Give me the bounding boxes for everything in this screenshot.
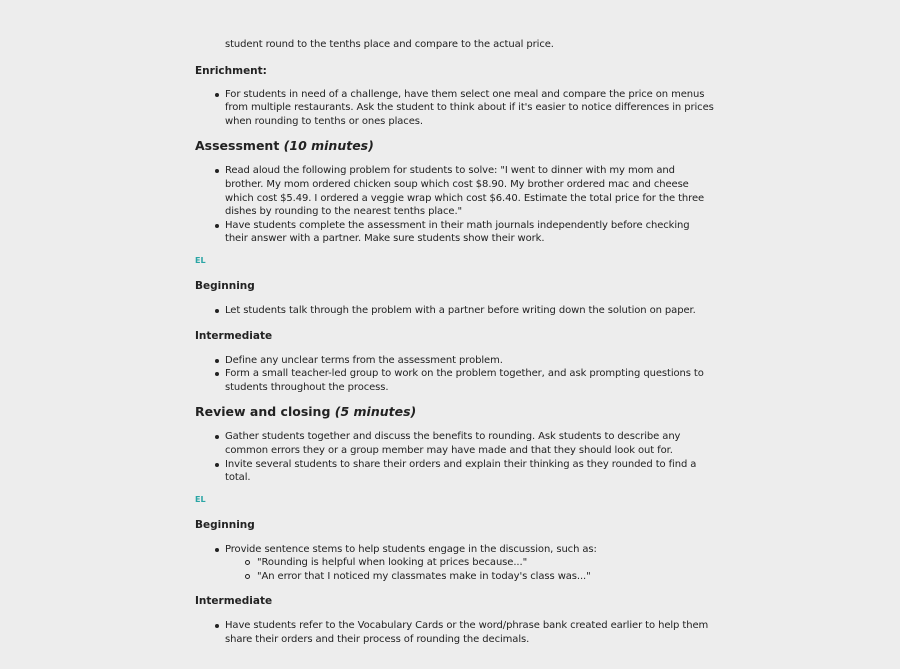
review-list	[195, 430, 715, 484]
assessment-list	[195, 164, 715, 246]
sub-list-item: "An error that I noticed my classmates make in today's class was..."	[245, 570, 715, 584]
beginning-heading: Beginning	[195, 518, 255, 531]
enrichment-list	[195, 88, 715, 129]
list-item: Invite several students to share their orders and explain their thinking as they rounded to find a total.	[215, 458, 715, 485]
assessment-title: Assessment	[195, 138, 280, 154]
list-item: Read aloud the following problem for students to solve: "I went to dinner with my mom and brother. My mom ordered chicken soup which cost $8.90. My brother ordered mac and cheese which cost $5.49. I ordered a veggie wrap which cost $6.40. Estimate the total price for the three dishes by rounding to the nearest tenths place."	[215, 164, 715, 218]
sentence-stems-list	[225, 556, 715, 583]
list-item-text: Provide sentence stems to help students engage in the discussion, such as:	[225, 543, 597, 555]
list-item: Define any unclear terms from the assessment problem.	[215, 354, 715, 368]
assessment-heading	[195, 138, 715, 154]
list-item: Let students talk through the problem with a partner before writing down the solution on paper.	[215, 304, 715, 318]
document-content	[195, 38, 715, 647]
list-item: Have students refer to the Vocabulary Cards or the word/phrase bank created earlier to help them share their orders and their process of rounding the decimals.	[215, 619, 715, 646]
review-intermediate-list	[195, 619, 715, 646]
assessment-beginning-list	[195, 304, 715, 318]
list-item: Form a small teacher-led group to work on the problem together, and ask prompting questions to students throughout the process.	[215, 367, 715, 394]
review-duration: (5 minutes)	[334, 404, 417, 420]
enrichment-heading: Enrichment:	[195, 64, 267, 77]
intermediate-heading: Intermediate	[195, 595, 273, 608]
review-title: Review and closing	[195, 404, 331, 420]
assessment-intermediate-list	[195, 354, 715, 395]
el-label: EL	[195, 255, 206, 265]
list-item: For students in need of a challenge, have them select one meal and compare the price on menus from multiple restaurants. Ask the student to think about if it's easier to notice differences in prices when rounding to tenths or ones places.	[215, 88, 715, 129]
list-item: Have students complete the assessment in their math journals independently before checking their answer with a partner. Make sure students show their work.	[215, 219, 715, 246]
intro-line: student round to the tenths place and compare to the actual price.	[225, 39, 554, 50]
review-heading	[195, 404, 715, 420]
list-item	[215, 543, 715, 584]
intermediate-heading: Intermediate	[195, 329, 273, 342]
list-item: Gather students together and discuss the benefits to rounding. Ask students to describe any common errors they or a group member may have made and that they should look out for.	[215, 430, 715, 457]
sub-list-item: "Rounding is helpful when looking at prices because..."	[245, 556, 715, 570]
assessment-duration: (10 minutes)	[283, 138, 374, 154]
review-beginning-list	[195, 543, 715, 584]
el-label: EL	[195, 494, 206, 504]
beginning-heading: Beginning	[195, 279, 255, 292]
